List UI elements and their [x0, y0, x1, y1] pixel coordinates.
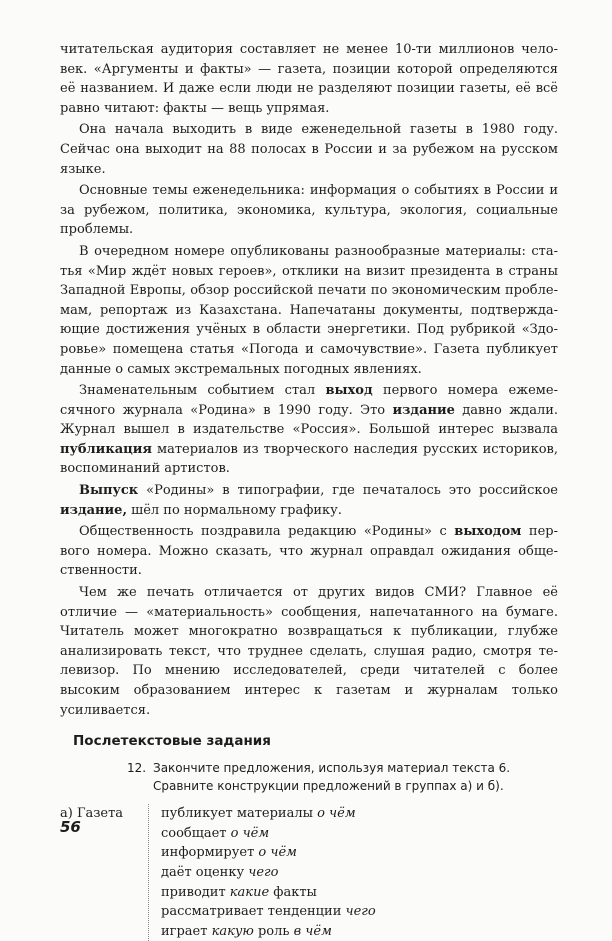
keyword-bold: публикация	[60, 441, 152, 457]
paragraph-text: материалов из творческого наследия русских историков, воспоминаний артистов.	[60, 441, 558, 477]
paragraph	[60, 522, 558, 581]
section-title: Послетекстовые задания	[73, 733, 271, 750]
construction-label: а) Газета	[60, 806, 124, 822]
construction-item: публикует материалы о чём	[161, 806, 356, 822]
paragraph-text: Она начала выходить в виде еженедельной газеты в 1980 году. Сейчас она выходит на 88 полосах в России и за рубежом на русском языке.	[60, 122, 558, 177]
paragraph-text: Знаменательным событием стал	[79, 383, 326, 399]
paragraph	[60, 481, 558, 520]
construction-item: играет какую роль в чём	[161, 923, 332, 939]
paragraph	[60, 181, 558, 240]
construction-group-a	[60, 804, 558, 941]
paragraph	[60, 583, 558, 720]
keyword-bold: Выпуск	[79, 483, 139, 499]
construction-item: информирует о чём	[161, 845, 297, 861]
page-number: 56	[60, 818, 81, 836]
keyword-bold: издание	[392, 402, 455, 418]
paragraph-text: шёл по нормальному графику.	[126, 502, 342, 518]
paragraph-text: первого номера. Можно сказать, что журнал оправдал ожидания общественности.	[60, 524, 559, 579]
paragraph	[60, 120, 558, 179]
keyword-bold: выходом	[454, 524, 522, 540]
paragraph-text: Чем же печать отличается от других видов СМИ? Главное её отличие — «материальность» сообщения, напечатанного на бумаге. Читатель может многократно возвращаться к публикации, глубже анализировать текст, что труднее сделать, слушая радио, смотря телевизор. По мнению исследователей, среди читателей с более высоким образованием интерес к газетам и журналам только усиливается.	[60, 585, 558, 718]
construction-item: приводит какие факты	[161, 884, 317, 900]
paragraph	[60, 381, 558, 479]
paragraph-text: Основные темы еженедельника: информация о событиях в России и за рубежом, политика, экономика, культура, экология, социальные проблемы.	[60, 183, 558, 238]
keyword-bold: выход	[325, 383, 373, 399]
paragraph-text: В очередном номере опубликованы разнообразные материалы: статья «Мир ждёт новых героев», отклики на визит президента в страны Западной Европы, обзор российской печати по экономическим проблемам, репортаж из Казахстана. Напечатаны документы, подтверждающие достижения учёных в области энергетики. Под рубрикой «Здоровье» помещена статья «Погода и самочувствие». Газета публикует данные о самых экстремальных погодных явлениях.	[60, 243, 558, 377]
construction-list	[148, 804, 376, 941]
construction-item: рассматривает тенденции чего	[161, 904, 376, 920]
paragraph	[60, 242, 558, 379]
page-content	[60, 40, 558, 941]
keyword-bold: издание,	[60, 502, 127, 518]
task-12	[127, 759, 558, 795]
task-number: 12.	[127, 761, 147, 776]
paragraph-text: Общественность поздравила редакцию «Родины» с	[79, 524, 455, 540]
construction-item: даёт оценку чего	[161, 864, 279, 880]
paragraph-text: давно ждали. Журнал вышел в издательстве «Россия». Большой интерес вызвала	[60, 402, 558, 438]
paragraph-text: первого номера ежемесячного журнала «Родина» в 1990 году. Это	[60, 383, 558, 418]
construction-item: сообщает о чём	[161, 825, 270, 841]
task-text: Закончите предложения, используя материал текста 6. Сравните конструкции предложений в группах а) и б).	[153, 761, 511, 794]
paragraph-text: «Родины» в типографии, где печаталось это российское	[138, 483, 558, 499]
paragraph	[60, 40, 558, 118]
paragraph-text: читательская аудитория составляет не менее 10-ти миллионов человек. «Аргументы и факты» — газета, позиции которой определяются её названием. И даже если люди не разделяют позиции газеты, её всё равно читают: факты — вещь упрямая.	[60, 42, 558, 116]
